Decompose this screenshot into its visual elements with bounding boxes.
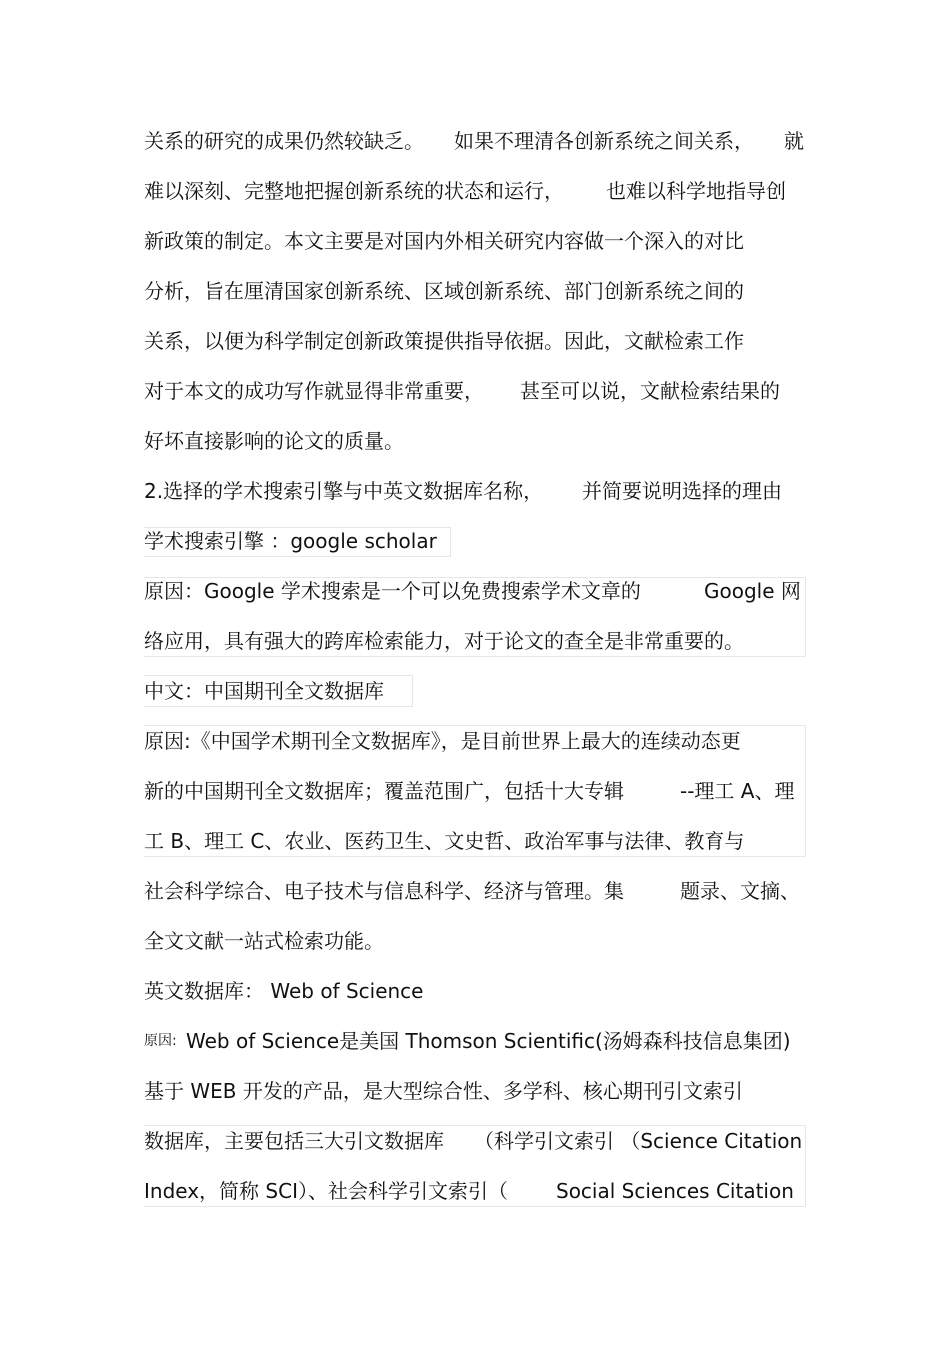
text-fragment: 好坏直接影响的论文的质量。 xyxy=(144,429,404,453)
text-fragment: 难以深刻、完整地把握创新系统的状态和运行， xyxy=(144,179,564,203)
text-fragment: 新的中国期刊全文数据库；覆盖范围广，包括十大专辑 xyxy=(144,779,624,803)
paragraph-line xyxy=(144,824,806,858)
text-fragment: 数据库，主要包括三大引文数据库 xyxy=(144,1129,444,1153)
paragraph-line xyxy=(144,624,806,658)
text-fragment: Social Sciences Citation xyxy=(556,1179,794,1203)
text-fragment: 原因:《中国学术期刊全文数据库》，是目前世界上最大的连续动态更 xyxy=(144,729,741,753)
text-fragment: 甚至可以说，文献检索结果的 xyxy=(520,379,780,403)
text-fragment: 关系的研究的成果仍然较缺乏。 xyxy=(144,129,424,153)
text-fragment: 分析，旨在厘清国家创新系统、区域创新系统、部门创新系统之间的 xyxy=(144,279,744,303)
text-fragment: 就 xyxy=(784,129,804,153)
text-fragment: 社会科学综合、电子技术与信息科学、经济与管理。集 xyxy=(144,879,624,903)
text-fragment: 题录、文摘、 xyxy=(680,879,800,903)
text-fragment: 学术搜索引擎 ：google scholar xyxy=(144,529,437,553)
paragraph-line xyxy=(144,124,806,158)
text-fragment: 全文文献一站式检索功能。 xyxy=(144,929,384,953)
paragraph-line xyxy=(144,1174,806,1208)
text-fragment: 新政策的制定。本文主要是对国内外相关研究内容做一个深入的对比 xyxy=(144,229,744,253)
text-fragment: 原因: xyxy=(144,1033,177,1049)
paragraph-line xyxy=(144,174,806,208)
text-fragment: Google 网 xyxy=(704,579,801,603)
paragraph-line xyxy=(144,874,806,908)
paragraph-line xyxy=(144,224,806,258)
paragraph-line xyxy=(144,674,806,708)
paragraph-line xyxy=(144,1074,806,1108)
text-fragment: 关系，以便为科学制定创新政策提供指导依据。因此，文献检索工作 xyxy=(144,329,744,353)
text-fragment: 也难以科学地指导创 xyxy=(606,179,786,203)
paragraph-line xyxy=(144,724,806,758)
paragraph-line xyxy=(144,524,806,558)
text-fragment: 中文：中国期刊全文数据库 xyxy=(144,679,384,703)
text-fragment: 2.选择的学术搜索引擎与中英文数据库名称， xyxy=(144,479,544,503)
text-fragment: 工 B、理工 C、农业、医药卫生、文史哲、政治军事与法律、教育与 xyxy=(144,829,745,853)
text-fragment: Web of Science是美国 Thomson Scientific(汤姆森科技信息集团) xyxy=(186,1029,791,1053)
paragraph-line xyxy=(144,774,806,808)
paragraph-line xyxy=(144,1124,806,1158)
text-fragment: 并简要说明选择的理由 xyxy=(582,479,782,503)
paragraph-line xyxy=(144,274,806,308)
section-heading xyxy=(144,474,806,508)
text-fragment: （科学引文索引 （Science Citation xyxy=(474,1129,803,1153)
paragraph-line xyxy=(144,424,806,458)
paragraph-line xyxy=(144,974,806,1008)
text-fragment: 对于本文的成功写作就显得非常重要， xyxy=(144,379,484,403)
paragraph-line xyxy=(144,574,806,608)
paragraph-line xyxy=(144,374,806,408)
paragraph-line xyxy=(144,924,806,958)
text-fragment: 原因：Google 学术搜索是一个可以免费搜索学术文章的 xyxy=(144,579,641,603)
text-fragment: Index，简称 SCI）、社会科学引文索引（ xyxy=(144,1179,508,1203)
text-fragment: 基于 WEB 开发的产品，是大型综合性、多学科、核心期刊引文索引 xyxy=(144,1079,743,1103)
paragraph-line xyxy=(144,1024,806,1058)
text-fragment: 络应用，具有强大的跨库检索能力，对于论文的查全是非常重要的。 xyxy=(144,629,744,653)
text-fragment: --理工 A、理 xyxy=(680,779,795,803)
paragraph-line xyxy=(144,324,806,358)
text-fragment: 如果不理清各创新系统之间关系， xyxy=(454,129,754,153)
text-fragment: 英文数据库： Web of Science xyxy=(144,979,424,1003)
